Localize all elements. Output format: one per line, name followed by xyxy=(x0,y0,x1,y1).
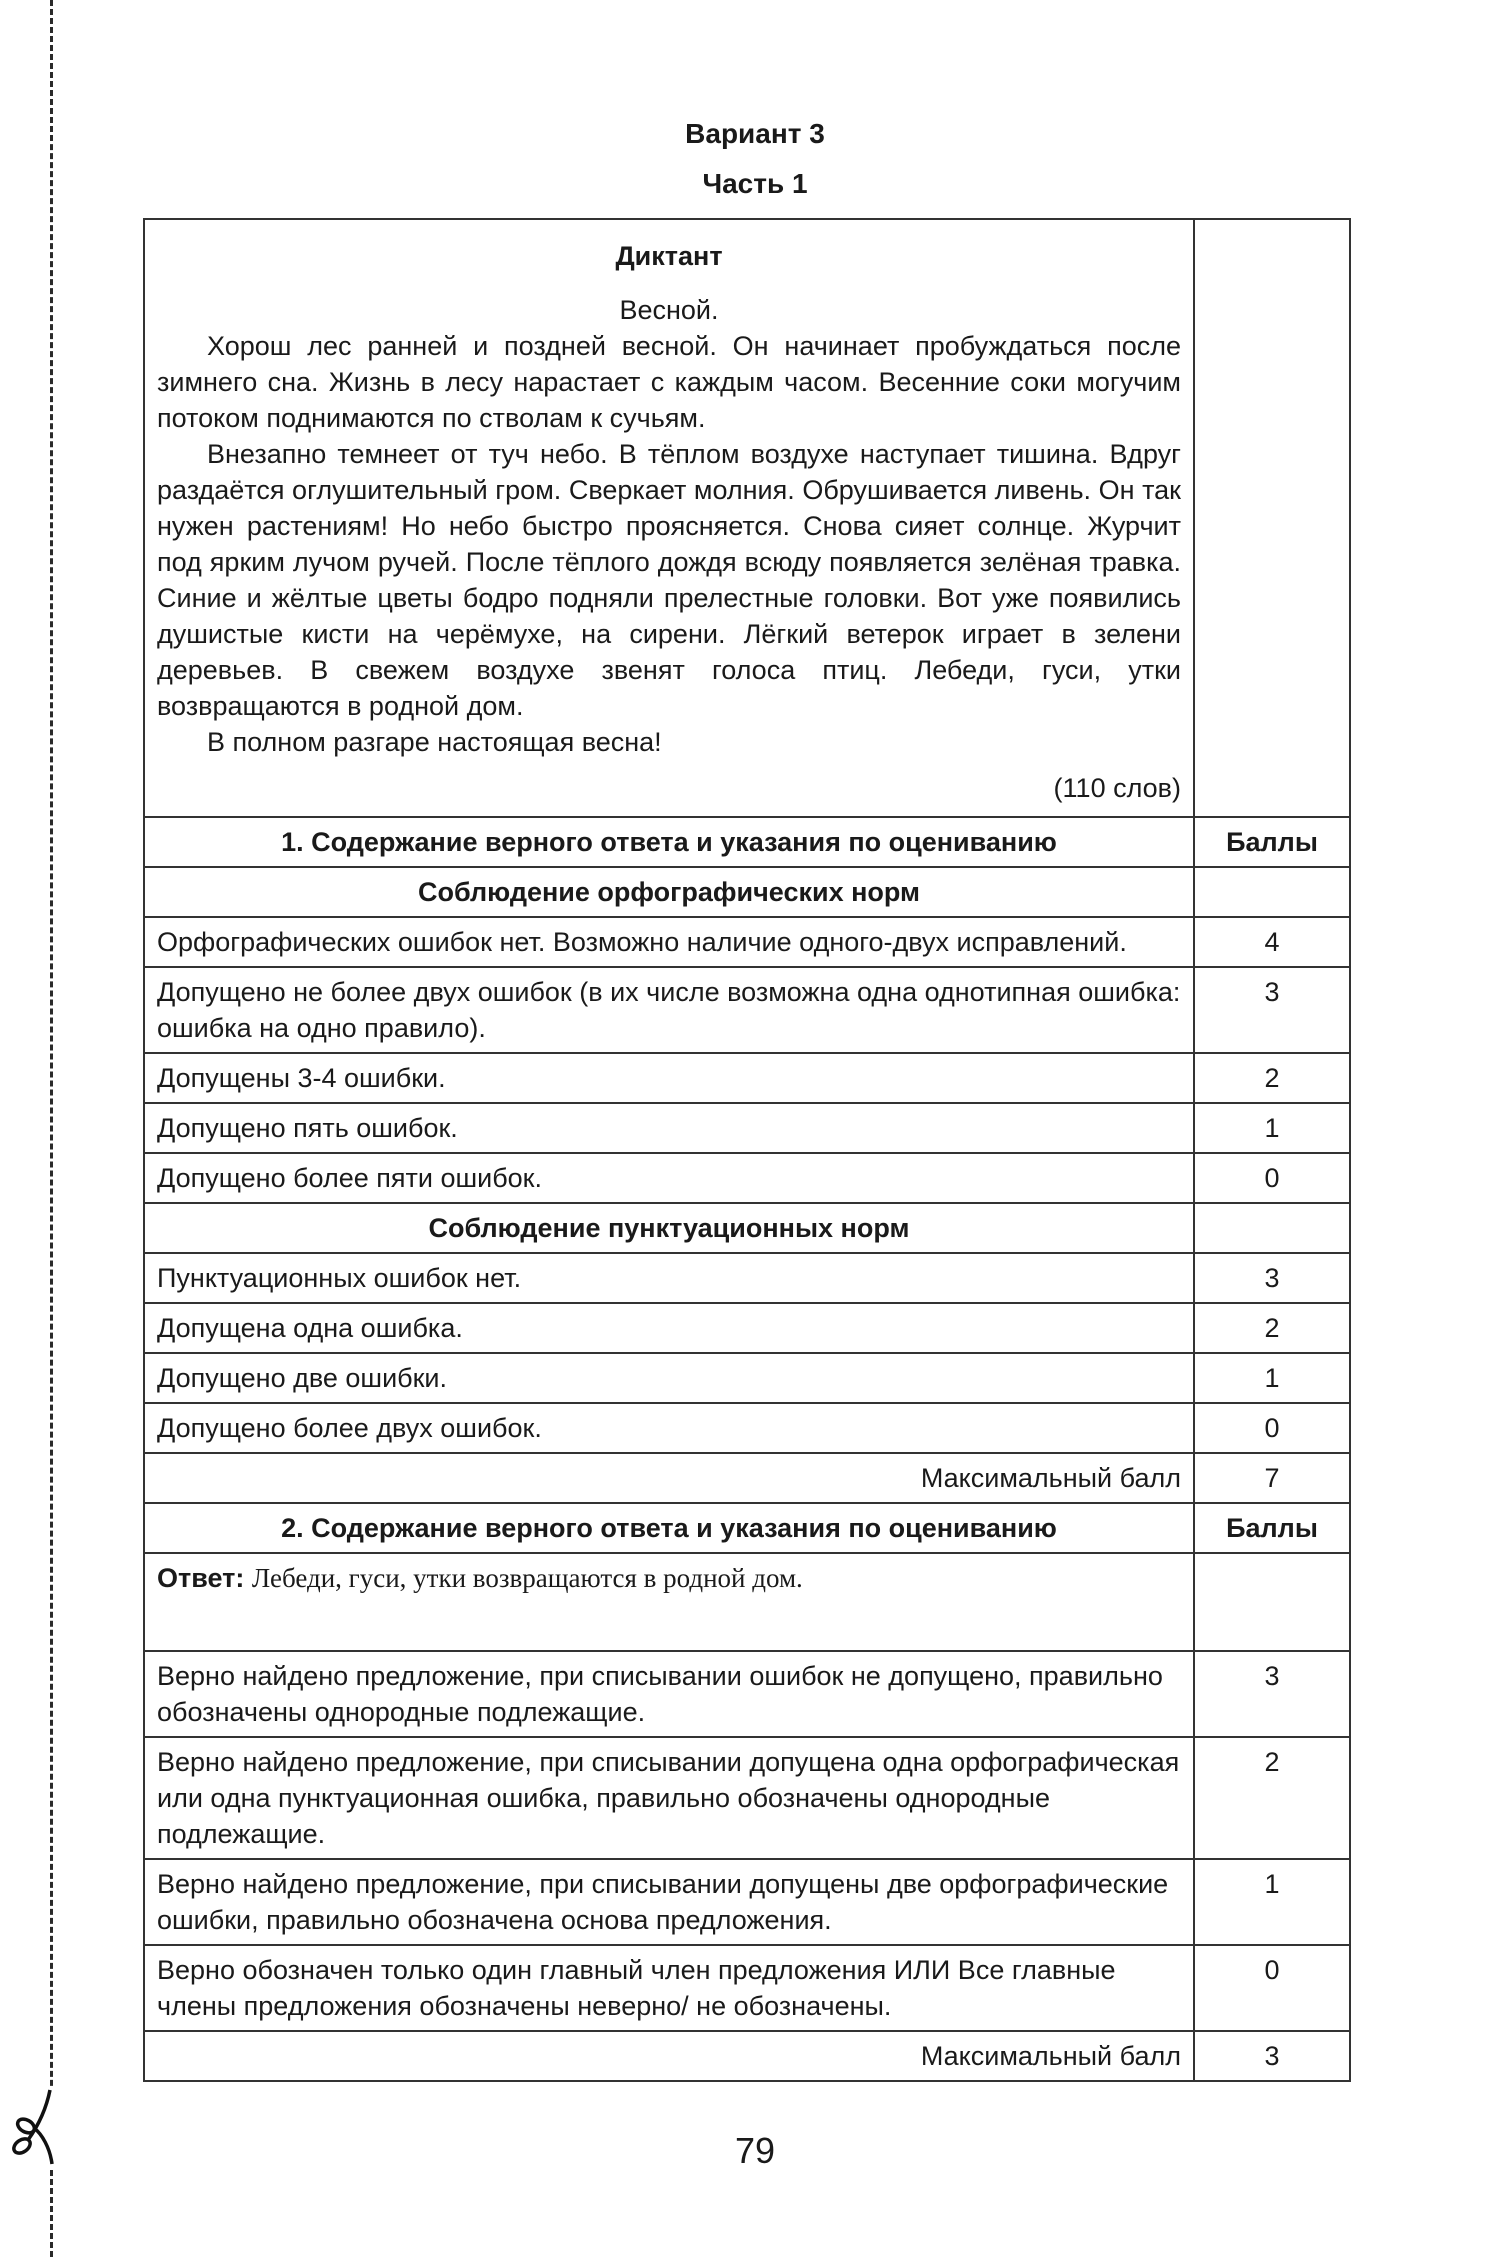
score-cell-empty xyxy=(1194,867,1350,917)
criteria-text: Допущено более двух ошибок. xyxy=(144,1403,1194,1453)
answer-row xyxy=(144,1553,1350,1651)
task2-score-heading: Баллы xyxy=(1194,1503,1350,1553)
criteria-text: Пунктуационных ошибок нет. xyxy=(144,1253,1194,1303)
answer-text: Лебеди, гуси, утки возвращаются в родной дом. xyxy=(251,1563,803,1593)
task2-header-row xyxy=(144,1503,1350,1553)
criteria-score: 4 xyxy=(1194,917,1350,967)
criteria-text: Верно найдено предложение, при списывании ошибок не допущено, правильно обозначены однородные подлежащие. xyxy=(144,1651,1194,1737)
dictation-paragraph: Хорош лес ранней и поздней весной. Он начинает пробуждаться после зимнего сна. Жизнь в лесу нарастает с каждым часом. Весенние соки могучим потоком поднимаются по стволам к сучьям. xyxy=(157,331,1181,433)
dictation-row xyxy=(144,219,1350,817)
criteria-text: Верно найдено предложение, при списывании допущена одна орфографическая или одна пунктуационная ошибка, правильно обозначены однородные подлежащие. xyxy=(144,1737,1194,1859)
task1-heading: 1. Содержание верного ответа и указания по оцениванию xyxy=(144,817,1194,867)
dictation-title: Диктант xyxy=(615,241,723,271)
assessment-table xyxy=(143,218,1351,2082)
criteria-row xyxy=(144,1651,1350,1737)
criteria-score: 1 xyxy=(1194,1859,1350,1945)
criteria-row xyxy=(144,1353,1350,1403)
dictation-caption: Весной. xyxy=(619,295,719,325)
criteria-text: Верно обозначен только один главный член предложения ИЛИ Все главные члены предложения обозначены неверно/ не обозначены. xyxy=(144,1945,1194,2031)
max-score-label: Максимальный балл xyxy=(144,2031,1194,2081)
word-count: (110 слов) xyxy=(1053,773,1181,803)
criteria-row xyxy=(144,1303,1350,1353)
task2-heading: 2. Содержание верного ответа и указания по оцениванию xyxy=(144,1503,1194,1553)
dictation-cell xyxy=(144,219,1194,817)
dictation-paragraph: В полном разгаре настоящая весна! xyxy=(207,727,662,757)
criteria-text: Орфографических ошибок нет. Возможно наличие одного-двух исправлений. xyxy=(144,917,1194,967)
criteria-score: 1 xyxy=(1194,1353,1350,1403)
criteria-text: Допущено две ошибки. xyxy=(144,1353,1194,1403)
criteria-score: 1 xyxy=(1194,1103,1350,1153)
max-score-label: Максимальный балл xyxy=(144,1453,1194,1503)
score-cell-empty xyxy=(1194,1553,1350,1651)
criteria-row xyxy=(144,1153,1350,1203)
criteria-row xyxy=(144,1103,1350,1153)
criteria-score: 0 xyxy=(1194,1153,1350,1203)
criteria-text: Верно найдено предложение, при списывании допущены две орфографические ошибки, правильно обозначена основа предложения. xyxy=(144,1859,1194,1945)
criteria-text: Допущены 3-4 ошибки. xyxy=(144,1053,1194,1103)
criteria-score: 0 xyxy=(1194,1945,1350,2031)
criteria-text: Допущено не более двух ошибок (в их числе возможна одна однотипная ошибка: ошибка на одно правило). xyxy=(144,967,1194,1053)
max-score-value: 7 xyxy=(1194,1453,1350,1503)
criteria-score: 2 xyxy=(1194,1303,1350,1353)
variant-title: Вариант 3 xyxy=(685,118,825,149)
part-title: Часть 1 xyxy=(702,168,808,199)
score-cell-empty xyxy=(1194,1203,1350,1253)
criteria-row xyxy=(144,1737,1350,1859)
task1-header-row xyxy=(144,817,1350,867)
page-number: 79 xyxy=(734,2130,776,2171)
criteria-row xyxy=(144,967,1350,1053)
criteria-row xyxy=(144,1403,1350,1453)
criteria-score: 2 xyxy=(1194,1737,1350,1859)
criteria-row xyxy=(144,1053,1350,1103)
criteria-score: 3 xyxy=(1194,1651,1350,1737)
section-row xyxy=(144,867,1350,917)
max-score-value: 3 xyxy=(1194,2031,1350,2081)
criteria-row xyxy=(144,1253,1350,1303)
cut-line xyxy=(50,0,53,2257)
max-score-row xyxy=(144,2031,1350,2081)
criteria-score: 3 xyxy=(1194,1253,1350,1303)
criteria-text: Допущено пять ошибок. xyxy=(144,1103,1194,1153)
criteria-score: 0 xyxy=(1194,1403,1350,1453)
dictation-paragraph: Внезапно темнеет от туч небо. В тёплом воздухе наступает тишина. Вдруг раздаётся оглушительный гром. Сверкает молния. Обрушивается ливень. Он так нужен растениям! Но небо быстро проясняется. Снова сияет солнце. Журчит под ярким лучом ручей. После тёплого дождя всюду появляется зелёная травка. Синие и жёлтые цветы бодро подняли прелестные головки. Вот уже появились душистые кисти на черёмухе, на сирени. Лёгкий ветерок играет в зелени деревьев. В свежем воздухе звенят голоса птиц. Лебеди, гуси, утки возвращаются в родной дом. xyxy=(157,439,1181,721)
answer-label: Ответ: xyxy=(157,1563,245,1593)
criteria-row xyxy=(144,1859,1350,1945)
section-row xyxy=(144,1203,1350,1253)
criteria-row xyxy=(144,1945,1350,2031)
max-score-row xyxy=(144,1453,1350,1503)
spelling-heading: Соблюдение орфографических норм xyxy=(144,867,1194,917)
score-cell-empty xyxy=(1194,219,1350,817)
criteria-text: Допущена одна ошибка. xyxy=(144,1303,1194,1353)
criteria-row xyxy=(144,917,1350,967)
punctuation-heading: Соблюдение пунктуационных норм xyxy=(144,1203,1194,1253)
criteria-score: 3 xyxy=(1194,967,1350,1053)
criteria-score: 2 xyxy=(1194,1053,1350,1103)
task1-score-heading: Баллы xyxy=(1194,817,1350,867)
criteria-text: Допущено более пяти ошибок. xyxy=(144,1153,1194,1203)
answer-cell xyxy=(144,1553,1194,1651)
